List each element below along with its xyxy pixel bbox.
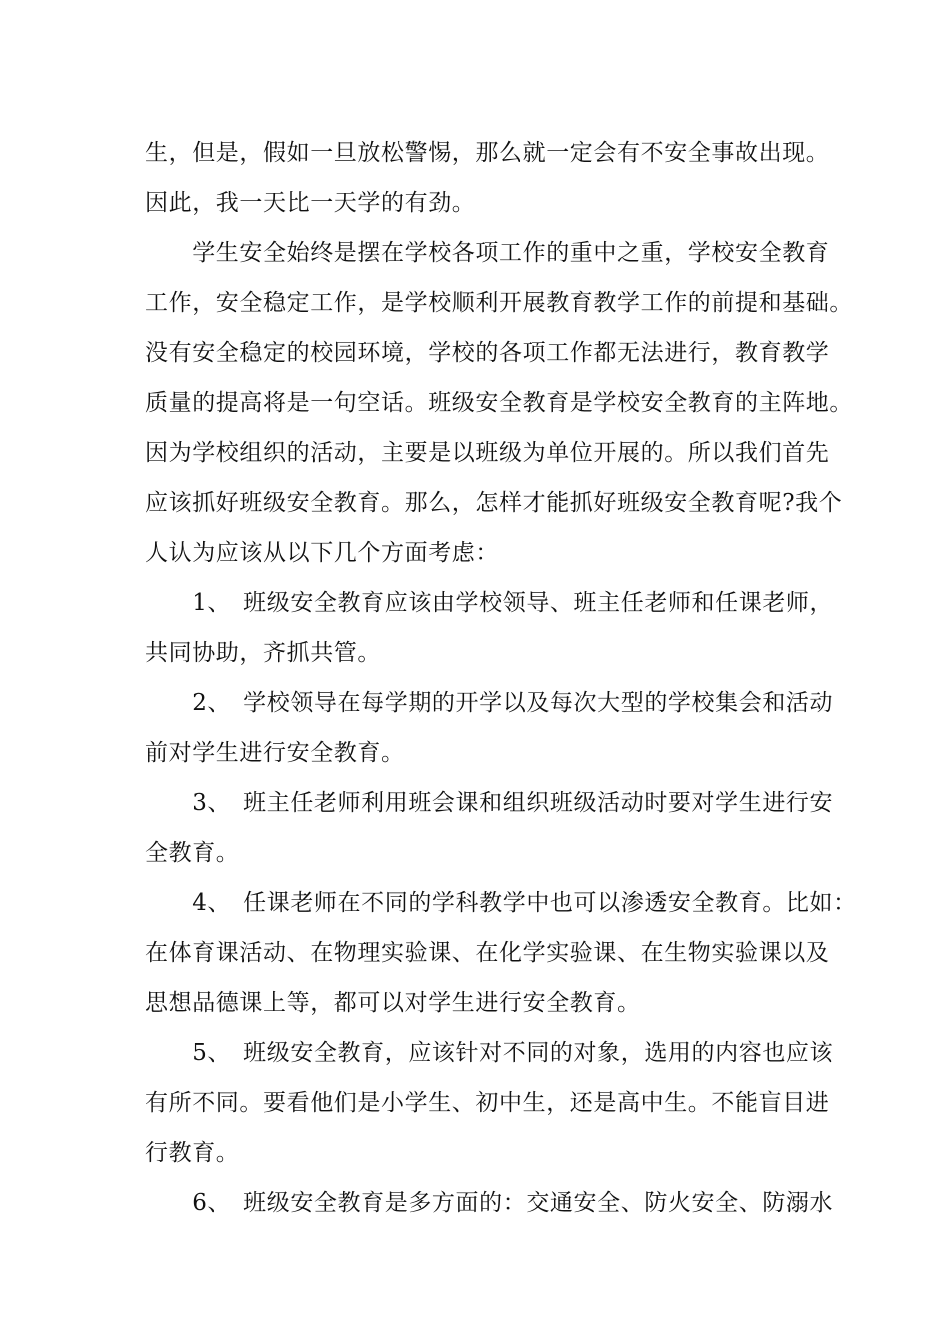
text-line: 前对学生进行安全教育。 [145,740,405,766]
text-line: 因为学校组织的活动，主要是以班级为单位开展的。所以我们首先 [145,440,830,466]
body-text [145,128,857,1228]
text-line: 质量的提高将是一句空话。班级安全教育是学校安全教育的主阵地。 [145,390,853,416]
list-item-3: 3、 班主任老师利用班会课和组织班级活动时要对学生进行安 [145,790,834,816]
text-line: 共同协助，齐抓共管。 [145,640,381,666]
text-line: 应该抓好班级安全教育。那么，怎样才能抓好班级安全教育呢?我个 [145,490,843,516]
text-line: 生，但是，假如一旦放松警惕，那么就一定会有不安全事故出现。 [145,140,830,166]
list-item-6: 6、 班级安全教育是多方面的：交通安全、防火安全、防溺水 [145,1190,834,1216]
text-line: 思想品德课上等，都可以对学生进行安全教育。 [145,990,641,1016]
list-item-4: 4、 任课老师在不同的学科教学中也可以渗透安全教育。比如： [145,890,857,916]
list-item-1: 1、 班级安全教育应该由学校领导、班主任老师和任课老师， [145,590,834,616]
list-item-2: 2、 学校领导在每学期的开学以及每次大型的学校集会和活动 [145,690,834,716]
text-line: 在体育课活动、在物理实验课、在化学实验课、在生物实验课以及 [145,940,830,966]
text-line: 工作，安全稳定工作，是学校顺利开展教育教学工作的前提和基础。 [145,290,853,316]
text-line: 行教育。 [145,1140,240,1166]
text-line: 人认为应该从以下几个方面考虑： [145,540,499,566]
list-item-5: 5、 班级安全教育，应该针对不同的对象，选用的内容也应该 [145,1040,834,1066]
text-line: 有所不同。要看他们是小学生、初中生，还是高中生。不能盲目进 [145,1090,830,1116]
paragraph-first-line: 学生安全始终是摆在学校各项工作的重中之重，学校安全教育 [145,240,830,266]
text-line: 全教育。 [145,840,240,866]
text-line: 没有安全稳定的校园环境，学校的各项工作都无法进行，教育教学 [145,340,830,366]
text-line: 因此，我一天比一天学的有劲。 [145,190,476,216]
